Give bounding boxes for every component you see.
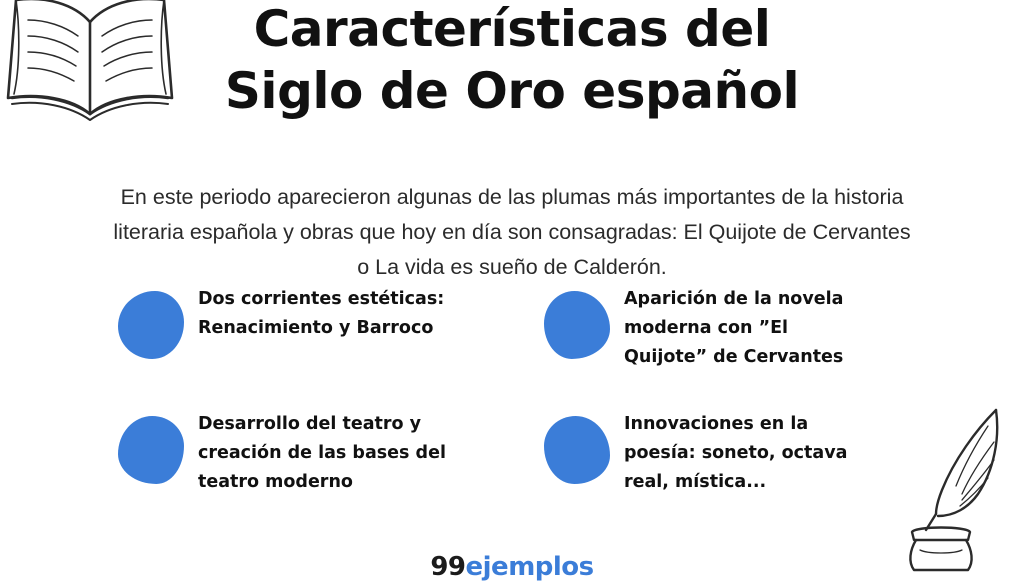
- blob-bullet-icon: [118, 416, 184, 484]
- list-item: [118, 410, 492, 497]
- title-line-2: Siglo de Oro español: [224, 62, 800, 120]
- list-item: [118, 285, 492, 372]
- blob-bullet-icon: [544, 416, 610, 484]
- list-item-label: Dos corrientes estéticas: Renacimiento y Barroco: [198, 289, 445, 338]
- title-line-1: Características del: [253, 0, 771, 58]
- footer-logo-dark: 99: [430, 552, 466, 582]
- footer-logo-blue: ejemplos: [465, 552, 594, 582]
- intro-paragraph: En este periodo aparecieron algunas de las plumas más importantes de la historia literaria española y obras que hoy en día son consagradas: El Quijote de Cervantes o La vida es sueño de Calderón.: [113, 184, 911, 279]
- list-item: [544, 285, 918, 372]
- blob-bullet-icon: [544, 291, 610, 359]
- list-item-label: Desarrollo del teatro y creación de las bases del teatro moderno: [198, 414, 446, 492]
- blob-bullet-icon: [118, 291, 184, 359]
- feature-list: [118, 285, 918, 497]
- list-item-label: Aparición de la novela moderna con ”El Quijote” de Cervantes: [624, 289, 844, 367]
- page-title: [0, 0, 1024, 122]
- list-item: [544, 410, 918, 497]
- list-item-label: Innovaciones en la poesía: soneto, octava real, mística...: [624, 414, 848, 492]
- footer-logo: [0, 552, 1024, 582]
- quill-inkwell-icon: [868, 404, 1018, 574]
